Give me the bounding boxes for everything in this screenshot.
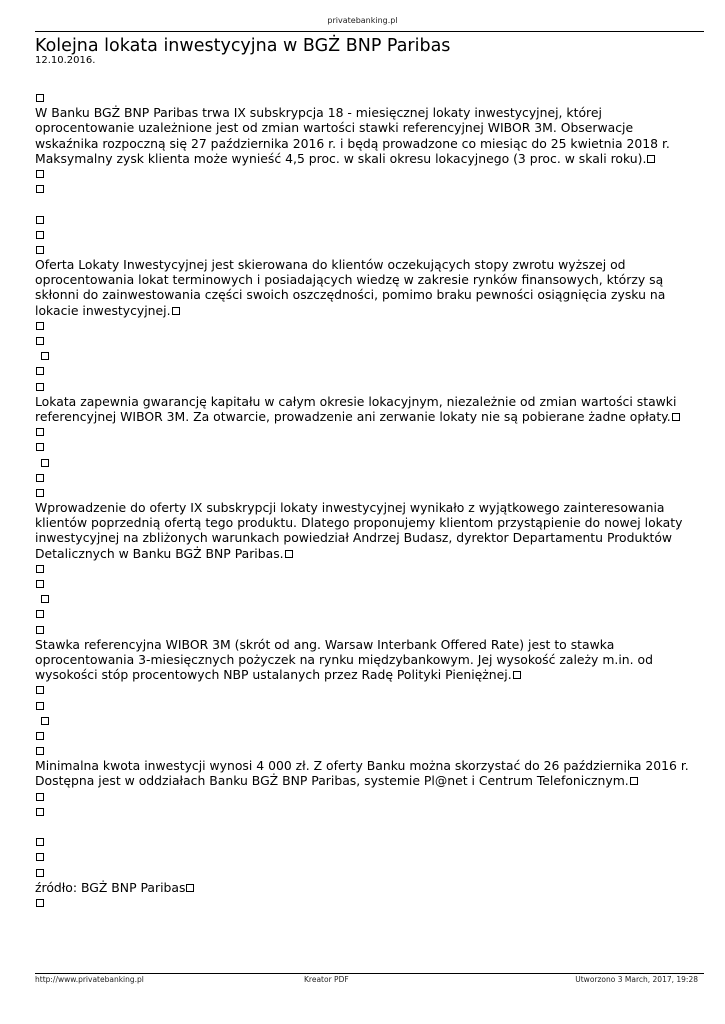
header-divider — [35, 31, 704, 32]
site-name: privatebanking.pl — [327, 16, 398, 25]
missing-glyph-icon — [36, 686, 44, 694]
missing-glyph-icon — [36, 489, 44, 497]
missing-glyph-icon — [36, 899, 44, 907]
missing-glyph-icon — [41, 595, 49, 603]
missing-glyph-icon — [41, 717, 49, 725]
paragraph-line — [35, 773, 704, 788]
paragraph-text: Minimalna kwota inwestycji wynosi 4 000 zł. Z oferty Banku można skorzystać do 26 października 2016 r. — [35, 758, 689, 774]
paragraph-text: Dostępna jest w oddziałach Banku BGŻ BNP Paribas, systemie Pl@net i Centrum Telefonicznym. — [35, 773, 629, 789]
missing-glyph-icon — [36, 853, 44, 861]
missing-glyph-icon — [36, 367, 44, 375]
paragraph-line — [35, 409, 704, 424]
missing-glyph-icon — [36, 732, 44, 740]
paragraph-line — [35, 257, 704, 272]
paragraph-line — [35, 303, 704, 318]
article-body — [35, 90, 704, 910]
missing-glyph-icon — [36, 838, 44, 846]
missing-glyph-icon — [36, 383, 44, 391]
missing-glyph-icon — [36, 610, 44, 618]
missing-glyph-icon — [36, 869, 44, 877]
missing-glyph-icon — [36, 565, 44, 573]
paragraph-text: Oferta Lokaty Inwestycyjnej jest skierowana do klientów oczekujących stopy zwrotu wyższej od — [35, 257, 626, 273]
missing-glyph-icon — [36, 231, 44, 239]
paragraph-text: Wprowadzenie do oferty IX subskrypcji lokaty inwestycyjnej wynikało z wyjątkowego zainteresowania — [35, 500, 665, 516]
paragraph-line — [35, 136, 704, 151]
missing-glyph-icon — [36, 626, 44, 634]
paragraph-line — [35, 105, 704, 120]
missing-glyph-icon — [36, 808, 44, 816]
paragraph-text: oprocentowanie uzależnione jest od zmian wartości stawki referencyjnej WIBOR 3M. Obserwacje — [35, 120, 634, 136]
paragraph-line — [35, 546, 704, 561]
source-line — [35, 880, 704, 895]
paragraph-text: referencyjnej WIBOR 3M. Za otwarcie, prowadzenie ani zerwanie lokaty nie są pobierane żadne opłaty. — [35, 408, 671, 424]
paragraph-text: Stawka referencyjna WIBOR 3M (skrót od ang. Warsaw Interbank Offered Rate) jest to stawka — [35, 636, 615, 652]
missing-glyph-icon — [36, 428, 44, 436]
paragraph-line — [35, 120, 704, 135]
missing-glyph-icon — [36, 793, 44, 801]
paragraph-text: oprocentowania lokat terminowych i posiadających wiedzę w zakresie rynków finansowych, którzy są — [35, 272, 664, 288]
paragraph-text: W Banku BGŻ BNP Paribas trwa IX subskrypcja 18 - miesięcznej lokaty inwestycyjnej, której — [35, 105, 602, 121]
paragraph-text: źródło: BGŻ BNP Paribas — [35, 879, 186, 895]
missing-glyph-icon — [36, 185, 44, 193]
paragraph-text: wskaźnika rozpoczną się 27 października 2016 r. i będą prowadzone co miesiąc do 25 kwietnia 2018 r. — [35, 135, 670, 151]
article-title: Kolejna lokata inwestycyjna w BGŻ BNP Paribas — [35, 36, 451, 56]
missing-glyph-icon — [513, 671, 521, 679]
paragraph-line — [35, 637, 704, 652]
paragraph-line — [35, 758, 704, 773]
missing-glyph-icon — [36, 747, 44, 755]
paragraph-text: oprocentowania 3-miesięcznych pożyczek na rynku międzybankowym. Jej wysokość zależy m.in. od — [35, 651, 653, 667]
footer-divider — [35, 973, 704, 974]
paragraph-line — [35, 667, 704, 682]
footer-url: http://www.privatebanking.pl — [35, 975, 144, 984]
paragraph-text: klientów poprzednią ofertą tego produktu. Dlatego proponujemy klientom przystąpienie do nowej lokaty — [35, 515, 683, 531]
missing-glyph-icon — [41, 352, 49, 360]
footer-created: Utworzono 3 March, 2017, 19:28 — [575, 975, 698, 984]
paragraph-text: Lokata zapewnia gwarancję kapitału w całym okresie lokacyjnym, niezależnie od zmian wartości stawki — [35, 393, 677, 409]
missing-glyph-icon — [36, 322, 44, 330]
article-date: 12.10.2016. — [35, 55, 96, 66]
paragraph-text: skłonni do zainwestowania części swoich oszczędności, pomimo braku pewności osiągnięcia zysku na — [35, 287, 666, 303]
paragraph-text: Maksymalny zysk klienta może wynieść 4,5 proc. w skali okresu lokacyjnego (3 proc. w skali roku). — [35, 150, 647, 166]
paragraph — [35, 758, 704, 788]
paragraph — [35, 105, 704, 166]
missing-glyph-icon — [36, 216, 44, 224]
paragraph-text: lokacie inwestycyjnej. — [35, 302, 171, 318]
footer-generator: Kreator PDF — [304, 975, 349, 984]
paragraph-line — [35, 652, 704, 667]
missing-glyph-icon — [36, 246, 44, 254]
paragraph — [35, 500, 704, 561]
paragraph-line — [35, 272, 704, 287]
missing-glyph-icon — [36, 170, 44, 178]
missing-glyph-icon — [36, 337, 44, 345]
missing-glyph-icon — [672, 413, 680, 421]
paragraph-line — [35, 151, 704, 166]
missing-glyph-icon — [285, 550, 293, 558]
paragraph-text: inwestycyjnej na zbliżonych warunkach powiedział Andrzej Budasz, dyrektor Departamentu Produktów — [35, 530, 673, 546]
missing-glyph-icon — [630, 777, 638, 785]
paragraph-line — [35, 394, 704, 409]
paragraph-line — [35, 880, 704, 895]
paragraph — [35, 394, 704, 424]
missing-glyph-icon — [172, 307, 180, 315]
missing-glyph-icon — [186, 884, 194, 892]
paragraph-text: Detalicznych w Banku BGŻ BNP Paribas. — [35, 545, 284, 561]
paragraph-line — [35, 530, 704, 545]
missing-glyph-icon — [36, 443, 44, 451]
missing-glyph-icon — [41, 459, 49, 467]
missing-glyph-icon — [36, 474, 44, 482]
paragraph — [35, 257, 704, 318]
paragraph — [35, 637, 704, 683]
paragraph-line — [35, 500, 704, 515]
paragraph-line — [35, 515, 704, 530]
missing-glyph-icon — [647, 155, 655, 163]
paragraph-line — [35, 287, 704, 302]
missing-glyph-icon — [36, 94, 44, 102]
placeholder-glyph-line — [35, 90, 704, 105]
missing-glyph-icon — [36, 702, 44, 710]
paragraph-text: wysokości stóp procentowych NBP ustalanych przez Radę Polityki Pieniężnej. — [35, 667, 512, 683]
missing-glyph-icon — [36, 580, 44, 588]
